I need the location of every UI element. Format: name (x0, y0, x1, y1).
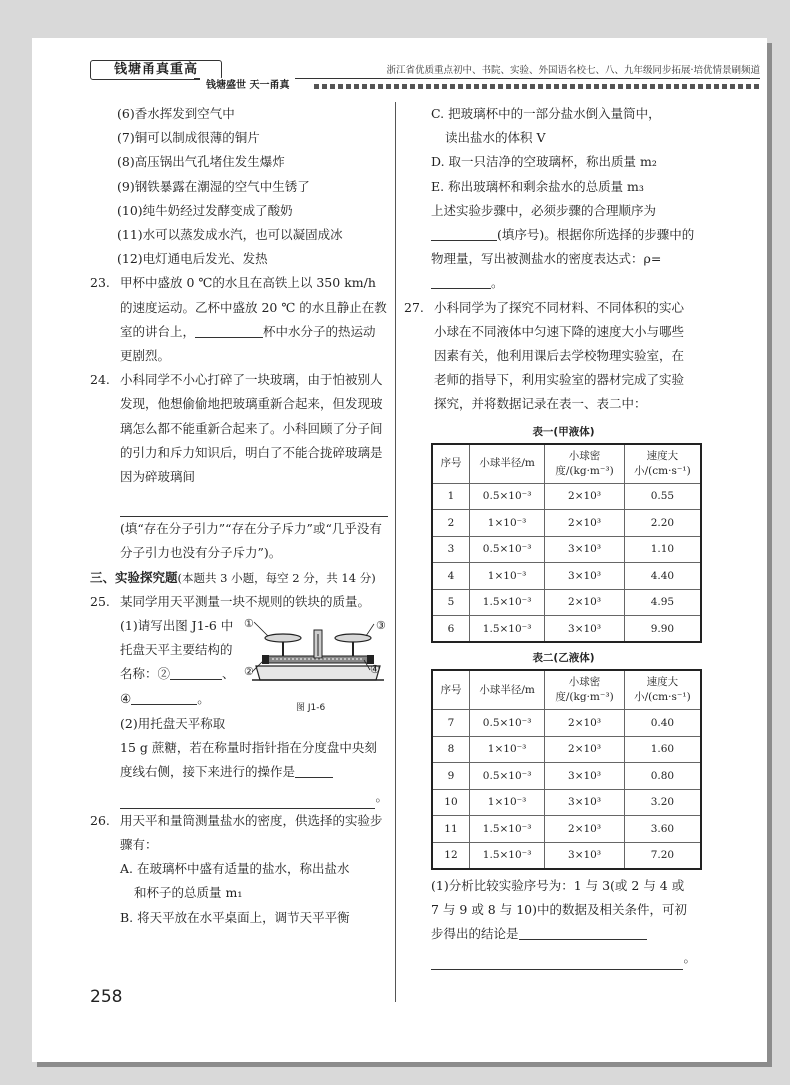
answer-blank[interactable] (120, 493, 388, 517)
table-cell: 10 (432, 789, 469, 816)
question-part-1: (1)请写出图 J1-6 中托盘天平主要结构的名称：② (120, 618, 234, 682)
question-text: 小科同学为了探究不同材料、不同体积的实心小球在不同液体中匀速下降的速度大小与哪些因素有关，他利用课后去学校物理实验室，在老师的指导下，利用实验室的器材完成了实验探究，并将数据记录在表一、表二中： (434, 299, 685, 412)
table-header: 速度大小/(cm·s⁻¹) (624, 444, 701, 484)
step-a-cont: 和杯子的总质量 m₁ (134, 885, 243, 901)
table-cell: 2 (432, 510, 469, 537)
figure-caption: 图 J1-6 (296, 703, 326, 714)
list-item: (11)水可以蒸发成水汽，也可以凝固成冰 (117, 227, 343, 243)
question-note: (填“存在分子引力”“存在分子斥力”或“几乎没有分子引力也没有分子斥力”)。 (120, 521, 382, 561)
table-cell: 2×10³ (545, 510, 625, 537)
question-number: 27. (404, 299, 424, 315)
table-cell: 3×10³ (545, 616, 625, 643)
table-cell: 0.80 (624, 763, 701, 790)
table-cell: 8 (432, 736, 469, 763)
column-divider (395, 102, 396, 1002)
table-cell: 3 (432, 536, 469, 563)
table-header: 小球密度/(kg·m⁻³) (545, 444, 625, 484)
page (32, 38, 767, 1062)
separator: 、 (222, 666, 235, 682)
table-row (432, 736, 701, 763)
figure-label: ③ (376, 619, 386, 633)
step-c: C. 把玻璃杯中的一部分盐水倒入量筒中， (431, 106, 661, 121)
answer-blank[interactable] (131, 691, 197, 705)
table2 (431, 669, 702, 870)
table-cell: 7.20 (624, 842, 701, 869)
table-row (432, 510, 701, 537)
table-cell: 12 (432, 842, 469, 869)
figure-label: ① (244, 617, 254, 631)
answer-blank[interactable] (120, 785, 375, 809)
question-text: 甲杯中盛放 0 ℃的水且在高铁上以 350 km/h 的速度运动。乙杯中盛放 20 ℃ 的水且静止在教室的讲台上， (120, 275, 387, 339)
table-cell: 0.40 (624, 710, 701, 737)
table-row (432, 616, 701, 643)
list-item: (8)高压锅出气孔堵住发生爆炸 (117, 154, 285, 170)
section-heading (90, 566, 388, 590)
table-cell: 0.5×10⁻³ (469, 536, 544, 563)
question-number: 26. (90, 812, 110, 828)
table-cell: 1.60 (624, 736, 701, 763)
table1-title: 表一(甲液体) (532, 425, 595, 438)
question-number: 23. (90, 275, 110, 291)
step-d: D. 取一只洁净的空玻璃杯，称出质量 m₂ (431, 154, 657, 170)
table-row (432, 763, 701, 790)
answer-blank[interactable] (195, 324, 263, 338)
punctuation: 。 (491, 275, 504, 291)
table-cell: 1.5×10⁻³ (469, 616, 544, 643)
table-cell: 0.55 (624, 483, 701, 510)
table-header: 速度大小/(cm·s⁻¹) (624, 670, 701, 710)
question-part-2a: (2)用托盘天平称取 (120, 716, 226, 732)
section-note: (本题共 3 小题，每空 2 分，共 14 分) (177, 570, 376, 585)
question-text: 杯中水分子的热运动更剧烈。 (120, 323, 376, 364)
table-cell: 5 (432, 589, 469, 616)
table-cell: 3×10³ (545, 842, 625, 869)
question-text: 用天平和量筒测量盐水的密度，供选择的实验步骤有： (120, 812, 383, 853)
table-cell: 0.5×10⁻³ (469, 763, 544, 790)
question-25 (90, 590, 388, 809)
question-26 (90, 809, 388, 930)
right-column (404, 102, 696, 970)
table-header: 序号 (432, 670, 469, 710)
table-row (432, 816, 701, 843)
table-cell: 2×10³ (545, 816, 625, 843)
table-cell: 3×10³ (545, 789, 625, 816)
table-cell: 0.5×10⁻³ (469, 483, 544, 510)
table-cell: 2.20 (624, 510, 701, 537)
header-sub: 钱塘盛世 天一甬真 (200, 78, 295, 94)
header-dash-decoration (314, 84, 760, 89)
table-cell: 3.20 (624, 789, 701, 816)
table-row (432, 710, 701, 737)
answer-blank[interactable] (295, 764, 333, 778)
table-cell: 1.5×10⁻³ (469, 589, 544, 616)
figure-label: ② (244, 665, 254, 679)
page-number: 258 (90, 987, 123, 1007)
table-cell: 1.10 (624, 536, 701, 563)
table2-title: 表二(乙液体) (532, 652, 595, 665)
question-23 (90, 271, 388, 368)
balance-diagram (238, 614, 388, 694)
list-item: (7)铜可以制成很薄的铜片 (117, 130, 260, 146)
left-column (90, 102, 388, 930)
answer-blank[interactable] (519, 926, 647, 940)
table-row (432, 483, 701, 510)
table-cell: 3×10³ (545, 563, 625, 590)
table-row (432, 589, 701, 616)
table-cell: 9 (432, 763, 469, 790)
label-4: ④ (120, 690, 132, 706)
figure-label: ④ (370, 663, 380, 677)
question-text: 上述实验步骤中，必须步骤的合理顺序为 (431, 202, 657, 218)
table-cell: 1.5×10⁻³ (469, 842, 544, 869)
table-cell: 6 (432, 616, 469, 643)
table-row (432, 842, 701, 869)
table-header: 小球密度/(kg·m⁻³) (545, 670, 625, 710)
table-cell: 3.60 (624, 816, 701, 843)
table-cell: 4.95 (624, 589, 701, 616)
table-cell: 3×10³ (545, 536, 625, 563)
table-row (432, 536, 701, 563)
table-row (432, 789, 701, 816)
table-cell: 4.40 (624, 563, 701, 590)
table-header: 小球半径/m (469, 670, 544, 710)
question-text: 某同学用天平测量一块不规则的铁块的质量。 (120, 593, 371, 609)
table-cell: 2×10³ (545, 483, 625, 510)
answer-blank[interactable] (170, 666, 222, 680)
question-text: (填序号)。根据你所选择的步骤中的物理量，写出被测盐水的密度表达式：ρ= (431, 227, 695, 267)
table-cell: 0.5×10⁻³ (469, 710, 544, 737)
table-cell: 4 (432, 563, 469, 590)
question-part-1: (1)分析比较实验序号为：1 与 3(或 2 与 4 或 7 与 9 或 8 与 10)中的数据及相关条件，可初步得出的结论是 (431, 877, 687, 942)
table-cell: 1×10⁻³ (469, 563, 544, 590)
header-series: 浙江省优质重点初中、书院、实验、外国语名校七、八、九年级同步拓展·培优情景刷频道 (386, 65, 760, 76)
list-item: (10)纯牛奶经过发酵变成了酸奶 (117, 202, 293, 218)
answer-blank[interactable] (431, 227, 497, 241)
punctuation: 。 (197, 690, 210, 706)
list-item: (6)香水挥发到空气中 (117, 106, 235, 121)
question-27 (404, 296, 696, 417)
table-cell: 1×10⁻³ (469, 510, 544, 537)
step-c-cont: 读出盐水的体积 V (445, 130, 546, 146)
table-cell: 9.90 (624, 616, 701, 643)
table-header: 序号 (432, 444, 469, 484)
list-item: (12)电灯通电后发光、发热 (117, 251, 268, 267)
table-cell: 1×10⁻³ (469, 736, 544, 763)
step-b: B. 将天平放在水平桌面上，调节天平平衡 (120, 909, 350, 925)
table-cell: 2×10³ (545, 710, 625, 737)
section-title: 三、实验探究题 (90, 569, 178, 585)
question-part-2b: 15 g 蔗糖，若在称量时指针指在分度盘中央刻度线右侧，接下来进行的操作是 (120, 740, 377, 780)
question-text: 小科同学不小心打碎了一块玻璃，由于怕被别人发现，他想偷偷地把玻璃重新合起来，但发现玻璃怎么都不能重新合起来了。小科回顾了分子间的引力和斥力知识后，明白了不能合拢碎玻璃是因为碎玻璃间 (120, 372, 383, 485)
table1 (431, 443, 702, 644)
table-cell: 1.5×10⁻³ (469, 816, 544, 843)
table-cell: 1×10⁻³ (469, 789, 544, 816)
punctuation: 。 (375, 788, 388, 804)
question-24 (90, 368, 388, 565)
punctuation: 。 (683, 950, 696, 966)
table-cell: 3×10³ (545, 763, 625, 790)
list-item: (9)钢铁暴露在潮湿的空气中生锈了 (117, 178, 310, 194)
table-header: 小球半径/m (469, 444, 544, 484)
answer-blank[interactable] (431, 275, 491, 289)
table-cell: 1 (432, 483, 469, 510)
table-cell: 2×10³ (545, 736, 625, 763)
table-cell: 7 (432, 710, 469, 737)
table-row (432, 563, 701, 590)
step-a: A. 在玻璃杯中盛有适量的盐水，称出盐水 (120, 861, 350, 877)
table-cell: 11 (432, 816, 469, 843)
table-cell: 2×10³ (545, 589, 625, 616)
question-number: 24. (90, 372, 110, 388)
question-number: 25. (90, 593, 110, 609)
answer-blank[interactable] (431, 946, 683, 970)
header-brand: 钱塘甬真重高 (90, 60, 222, 80)
step-e: E. 称出玻璃杯和剩余盐水的总质量 m₃ (431, 178, 644, 194)
balance-figure-block (120, 614, 388, 712)
